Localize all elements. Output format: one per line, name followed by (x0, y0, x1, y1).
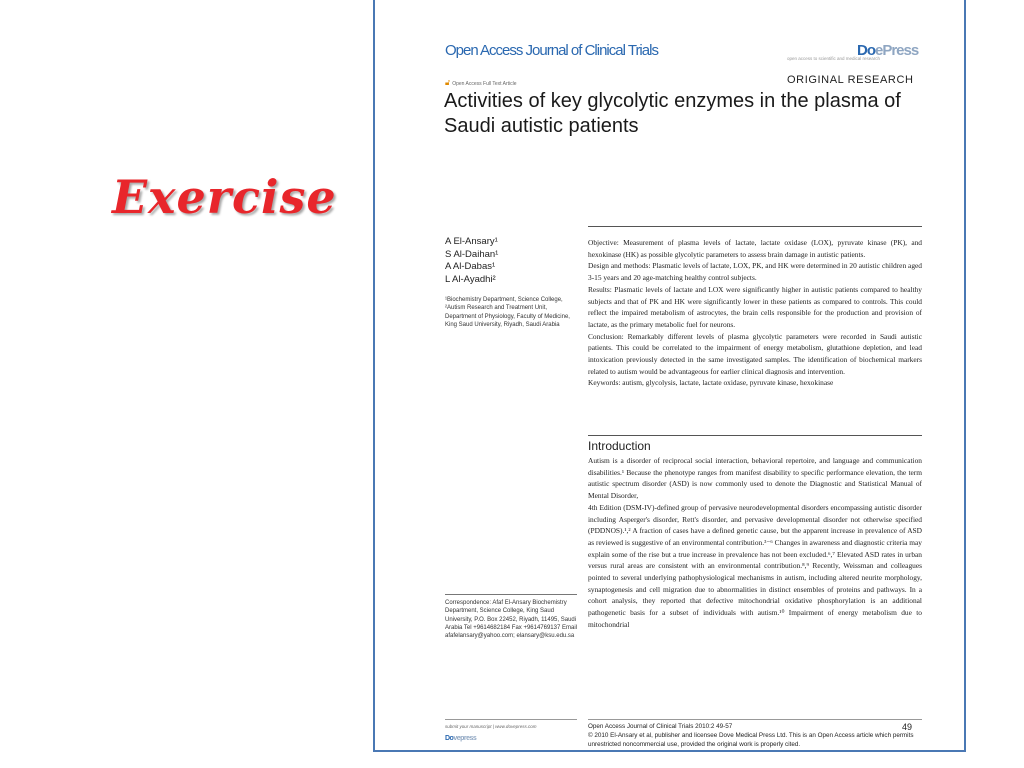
open-access-tag (445, 78, 517, 88)
divider-footer-left (445, 719, 577, 720)
introduction (588, 455, 922, 631)
correspondence: Correspondence: Afaf El-Ansary Biochemistry Department, Science College, King Saud University, P.O. Box 22452, Riyadh, 11495, Saudi Arabia Tel +9614682184 Fax +9614769137 Email afafelansary@yahoo.com; elansary@ksu.edu.sa (445, 600, 577, 640)
page-number: 49 (902, 722, 913, 732)
publisher-logo-mark: Do (857, 42, 875, 59)
paper-title: Activities of key glycolytic enzymes in the plasma of Saudi autistic patients (444, 90, 901, 137)
abstract-objective: Objective: Measurement of plasma levels of lactate, lactate oxidase (LOX), pyruvate kinase (PK), and hexokinase (HK) as possible glycolytic parameters to assess brain damage in autistic patients. (588, 238, 922, 259)
journal-name: Open Access Journal of Clinical Trials (445, 42, 658, 59)
divider-correspondence (445, 594, 577, 595)
intro-paragraph: 4th Edition (DSM-IV)-defined group of pervasive neurodevelopmental disorders encompassing autistic disorder including Asperger's disorder, Rett's disorder, and pervasive developmental disorder not otherwise specified (PDDNOS).¹,² A fraction of cases have a defined genetic cause, but the apparent increase in prevalence of ASD as reviewed is suggestive of an environmental contribution.³⁻⁶ Changes in awareness and diagnostic criteria may explain some of the rise but a true increase in prevalence has not been excluded.⁶,⁷ Elevated ASD rates in urban versus rural areas are consistent with an environmental contribution.⁸,⁹ Recently, Weissman and colleagues pointed to several underlying pathophysiological mechanisms in autism, including altered neurite morphology, synaptogenesis and cell migration due to abnormalities in distinct ensembles of proteins and pathways. In a cohort analysis, they reported that defective mitochondrial oxidative phosphorylation is an additional pathogenetic basis for a subset of individuals with autism.¹⁰ Impairment of energy metabolism due to mitochondrial (588, 502, 922, 629)
footer-logo-mark: Do (445, 735, 454, 742)
divider-intro (588, 435, 922, 436)
author: A Al-Dabas¹ (445, 261, 496, 272)
footer-logo-text: vepress (453, 735, 477, 742)
author: S Al-Daihan¹ (445, 248, 499, 260)
open-access-label: Open Access Full Text Article (452, 81, 517, 87)
intro-heading: Introduction (588, 439, 651, 453)
footer-license: © 2010 El-Ansary et al, publisher and licensee Dove Medical Press Ltd. This is an Open Access article which permits unrestricted noncommercial use, provided the original work is properly cited. (588, 732, 914, 748)
footer-submit: submit your manuscript | www.dovepress.com (445, 724, 537, 729)
abstract-results: Results: Plasmatic levels of lactate and LOX were significantly higher in autistic patients compared to healthy subjects and that of PK and HK were significantly lower in these patients as compared to controls. This could reflect the impaired metabolism of astrocytes, the brain cells responsible for the production and provision of lactate, as the primary metabolic fuel for neurons. (588, 284, 922, 329)
publisher-tagline: open access to scientific and medical research (787, 56, 881, 61)
divider-top (588, 226, 922, 227)
abstract-keywords: Keywords: autism, glycolysis, lactate, lactate oxidase, pyruvate kinase, hexokinase (588, 378, 834, 388)
affiliations: ¹Biochemistry Department, Science College, ²Autism Research and Treatment Unit, Department of Physiology, Faculty of Medicine, King Saud University, Riyadh, Saudi Arabia (445, 297, 570, 328)
publisher-logo-text: ePress (875, 42, 919, 59)
footer-logo (445, 735, 476, 742)
divider-footer-right (588, 719, 922, 720)
open-access-lock-icon: 🔓︎ (445, 78, 451, 87)
slide-title: Exercise (112, 170, 337, 224)
author: A El-Ansary¹ (445, 236, 498, 247)
footer-citation-block (588, 722, 922, 749)
author-list (445, 236, 498, 286)
paper-page (373, 0, 966, 752)
abstract (588, 237, 922, 389)
intro-paragraph: Autism is a disorder of reciprocal social interaction, behavioral repertoire, and language and communication disabilities.¹ Because the phenotype ranges from manifest disability to specific performance elevation, the term autistic spectrum disorder (ASD) is now commonly used to denote the Diagnostic and Statistical Manual of Mental Disorder, (588, 456, 922, 501)
author: L Al-Ayadhi² (445, 273, 496, 285)
abstract-conclusion: Conclusion: Remarkably different levels of plasma glycolytic parameters were recorded in Saudi autistic patients. This could be correlated to the impairment of energy metabolism, glutathione depletion, and lead intoxication previously detected in the same investigated samples. The identification of biochemical markers related to autism would be advantageous for earlier clinical diagnosis and intervention. (588, 331, 922, 376)
abstract-design: Design and methods: Plasmatic levels of lactate, LOX, PK, and HK were determined in 20 autistic children aged 3-15 years and 20 age-matching healthy control subjects. (588, 261, 922, 283)
footer-citation: Open Access Journal of Clinical Trials 2010:2 49-57 (588, 723, 733, 730)
section-type: ORIGINAL RESEARCH (787, 74, 914, 86)
